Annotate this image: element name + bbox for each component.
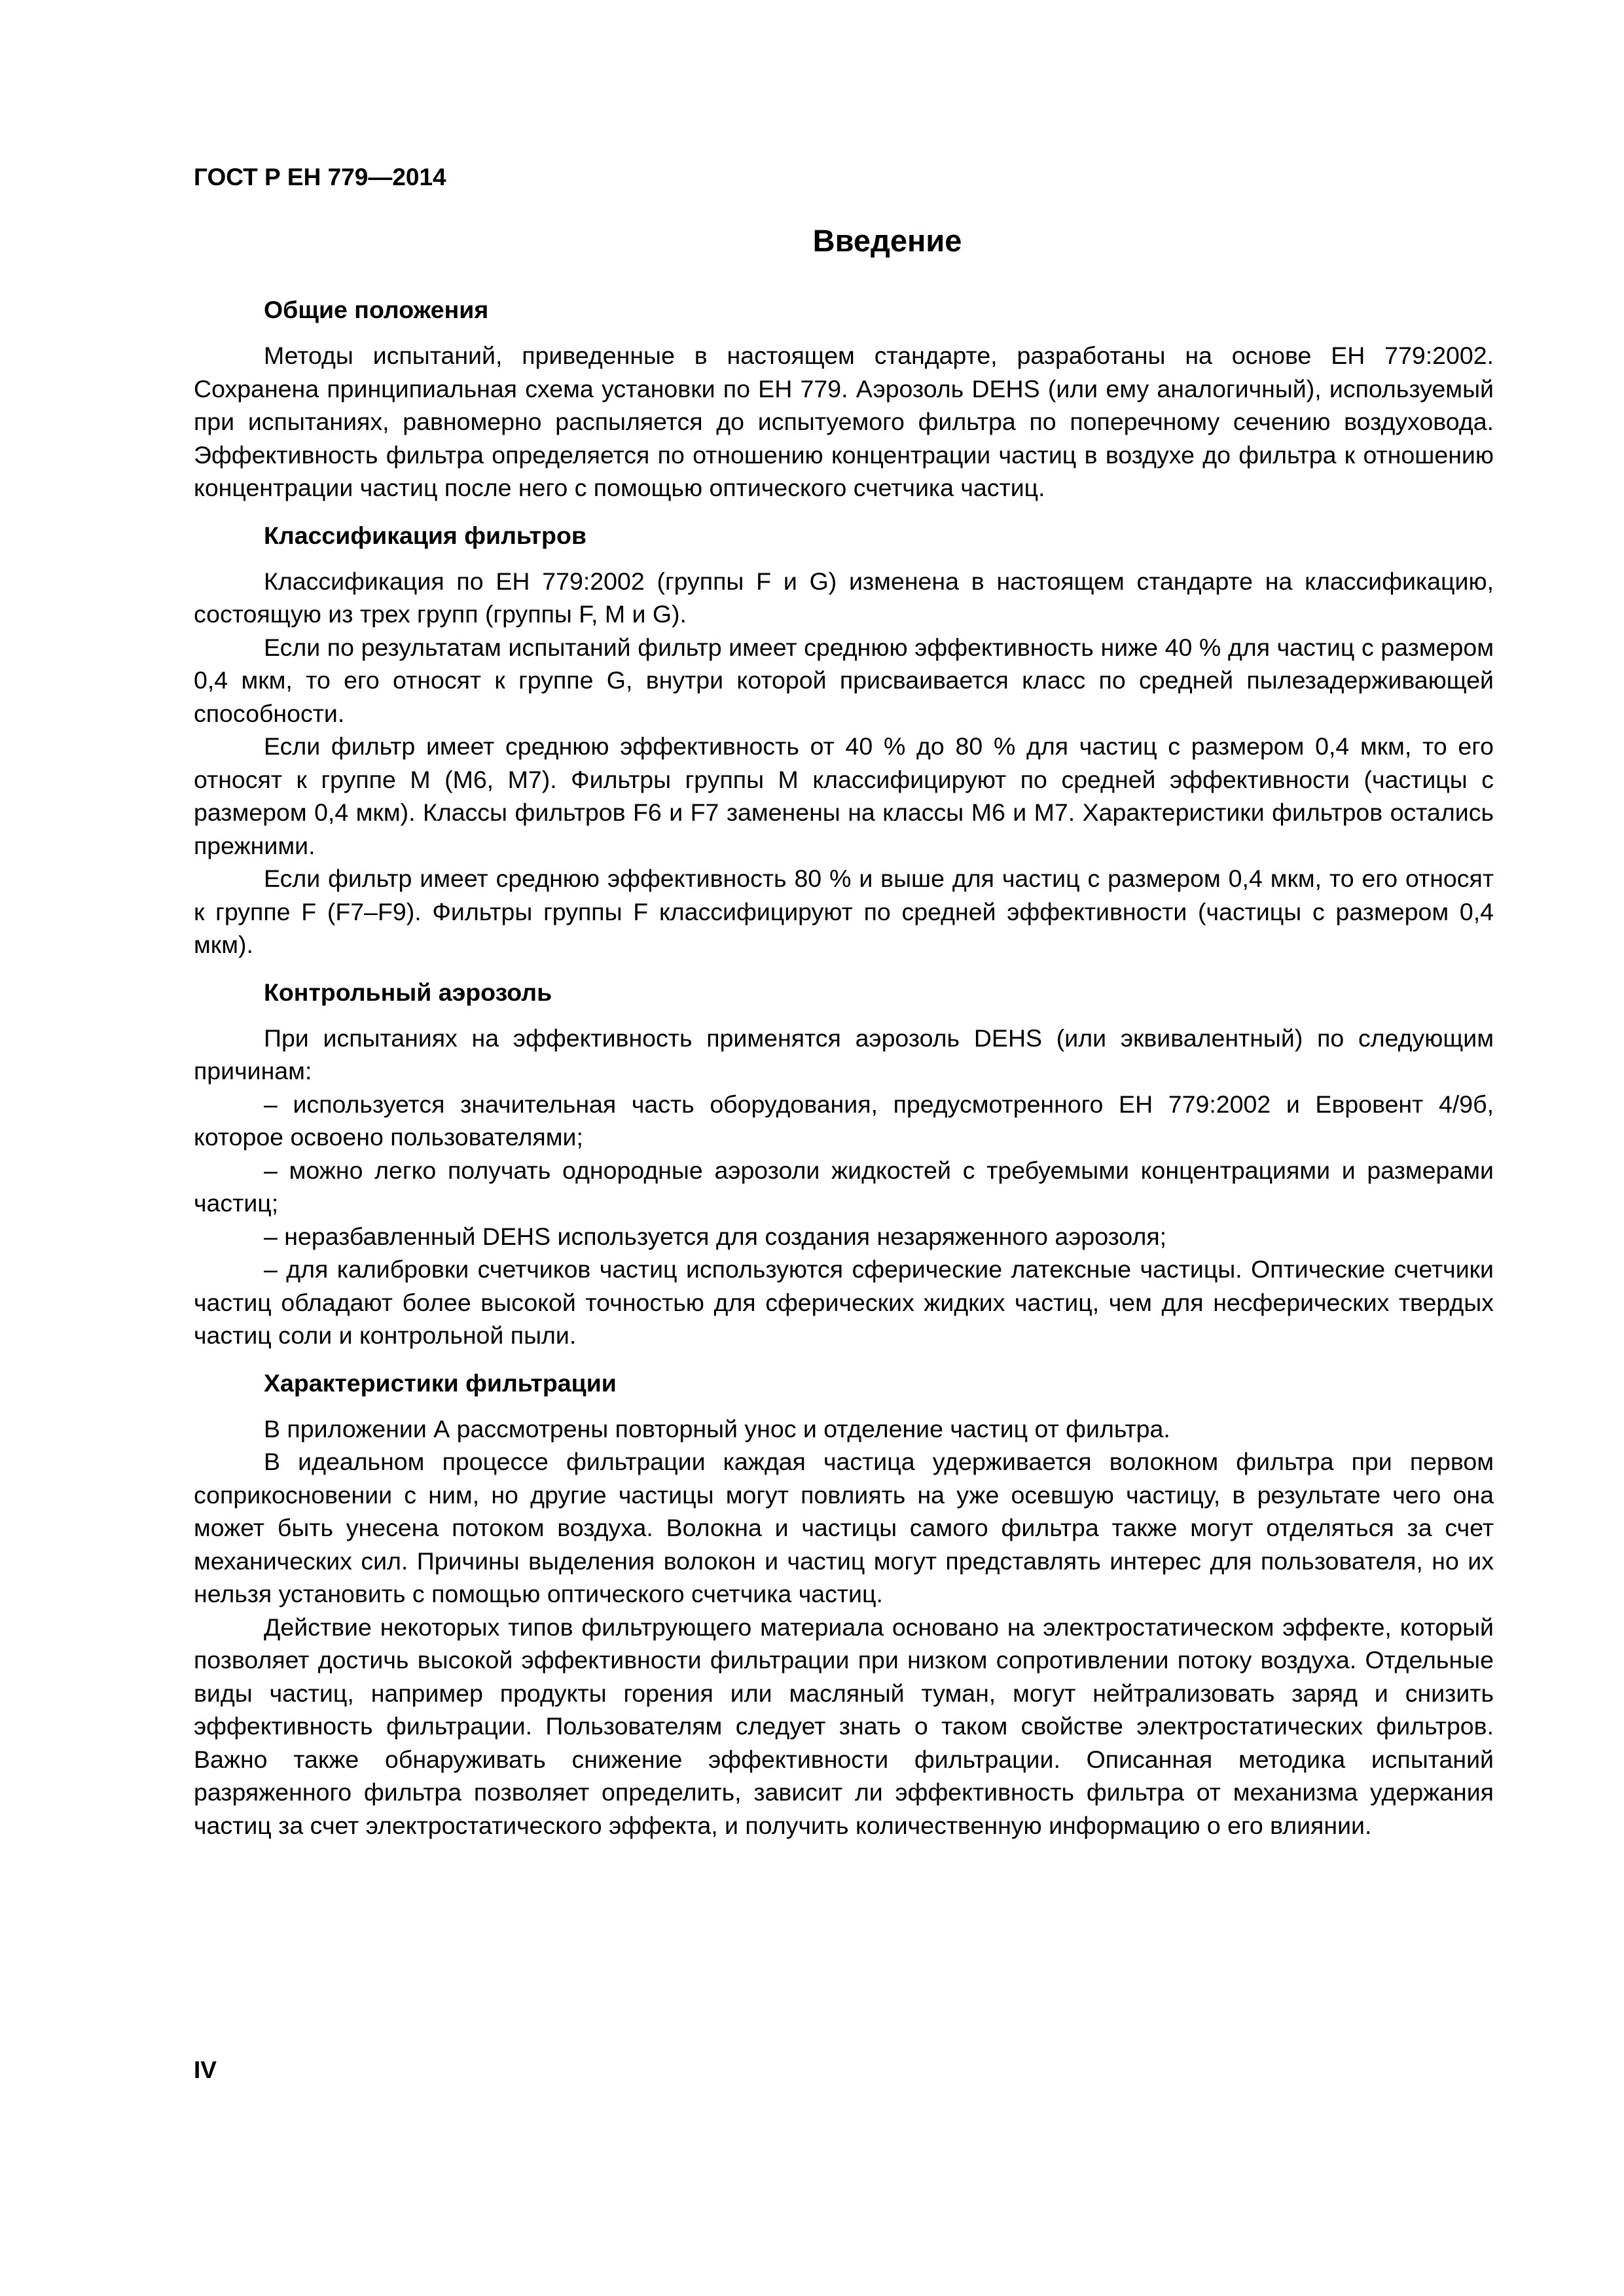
section-heading: Контрольный аэрозоль <box>264 978 552 1006</box>
section-control-aerosol <box>194 976 1494 1352</box>
list-item: – можно легко получать однородные аэрозоли жидкостей с требуемыми концентрациями и размерами частиц; <box>194 1156 1494 1217</box>
list-item: – используется значительная часть оборудования, предусмотренного ЕН 779:2002 и Евровент 4/9б, которое освоено пользователями; <box>194 1090 1494 1151</box>
section-filtration-characteristics <box>194 1367 1494 1842</box>
paragraph: В идеальном процессе фильтрации каждая частица удерживается волокном фильтра при первом соприкосновении с ним, но другие частицы могут повлиять на уже осевшую частицу, в результате чего она может быть унесена потоком воздуха. Волокна и частицы самого фильтра также могут отделяться за счет механических сил. Причины выделения волокон и частиц могут представлять интерес для пользователя, но их нельзя установить с помощью оптического счетчика частиц. <box>194 1448 1494 1607</box>
list-item: – неразбавленный DEHS используется для создания незаряженного аэрозоля; <box>264 1222 1167 1250</box>
paragraph: Если по результатам испытаний фильтр имеет среднюю эффективность ниже 40 % для частиц с размером 0,4 мкм, то его относят к группе G, внутри которой присваивается класс по средней пылезадерживающей способности. <box>194 633 1494 727</box>
paragraph: В приложении А рассмотрены повторный унос и отделение частиц от фильтра. <box>264 1414 1170 1443</box>
section-heading: Общие положения <box>264 296 489 323</box>
document-body <box>194 293 1494 1842</box>
section-heading: Характеристики фильтрации <box>264 1369 617 1397</box>
list-item: – для калибровки счетчиков частиц используются сферические латексные частицы. Оптические счетчики частиц обладают более высокой точностью для сферических жидких частиц, чем для несферических твердых частиц соли и контрольной пыли. <box>194 1255 1494 1349</box>
section-heading: Классификация фильтров <box>264 521 586 549</box>
paragraph: Если фильтр имеет среднюю эффективность от 40 % до 80 % для частиц с размером 0,4 мкм, то его относят к группе M (M6, M7). Фильтры группы M классифицируют по средней эффективности (частицы с размером 0,4 мкм). Классы фильтров F6 и F7 заменены на классы M6 и M7. Характеристики фильтров остались прежними. <box>194 732 1494 859</box>
paragraph: Классификация по ЕН 779:2002 (группы F и G) изменена в настоящем стандарте на классификацию, состоящую из трех групп (группы F, M и G). <box>194 567 1494 628</box>
paragraph: Методы испытаний, приведенные в настоящем стандарте, разработаны на основе ЕН 779:2002. Сохранена принципиальная схема установки по ЕН 779. Аэрозоль DEHS (или ему аналогичный), используемый при испытаниях, равномерно распыляется до испытуемого фильтра по поперечному сечению воздуховода. Эффективность фильтра определяется по отношению концентрации частиц в воздухе до фильтра к отношению концентрации частиц после него с помощью оптического счетчика частиц. <box>194 342 1494 501</box>
paragraph: При испытаниях на эффективность применятся аэрозоль DEHS (или эквивалентный) по следующим причинам: <box>194 1024 1494 1085</box>
paragraph: Если фильтр имеет среднюю эффективность 80 % и выше для частиц с размером 0,4 мкм, то его относят к группе F (F7–F9). Фильтры группы F классифицируют по средней эффективности (частицы с размером 0,4 мкм). <box>194 865 1494 958</box>
section-filter-classification <box>194 519 1494 961</box>
paragraph: Действие некоторых типов фильтрующего материала основано на электростатическом эффекте, который позволяет достичь высокой эффективности фильтрации при низком сопротивлении потоку воздуха. Отдельные виды частиц, например продукты горения или масляный туман, могут нейтрализовать заряд и снизить эффективность фильтрации. Пользователям следует знать о таком свойстве электростатических фильтров. Важно также обнаруживать снижение эффективности фильтрации. Описанная методика испытаний разряженного фильтра позволяет определить, зависит ли эффективность фильтра от механизма удержания частиц за счет электростатического эффекта, и получить количественную информацию о его влиянии. <box>194 1613 1494 1839</box>
page-title: Введение <box>812 223 962 258</box>
page-number: IV <box>194 2056 217 2083</box>
document-code-header: ГОСТ Р ЕН 779—2014 <box>194 164 446 190</box>
section-general-provisions <box>194 293 1494 505</box>
